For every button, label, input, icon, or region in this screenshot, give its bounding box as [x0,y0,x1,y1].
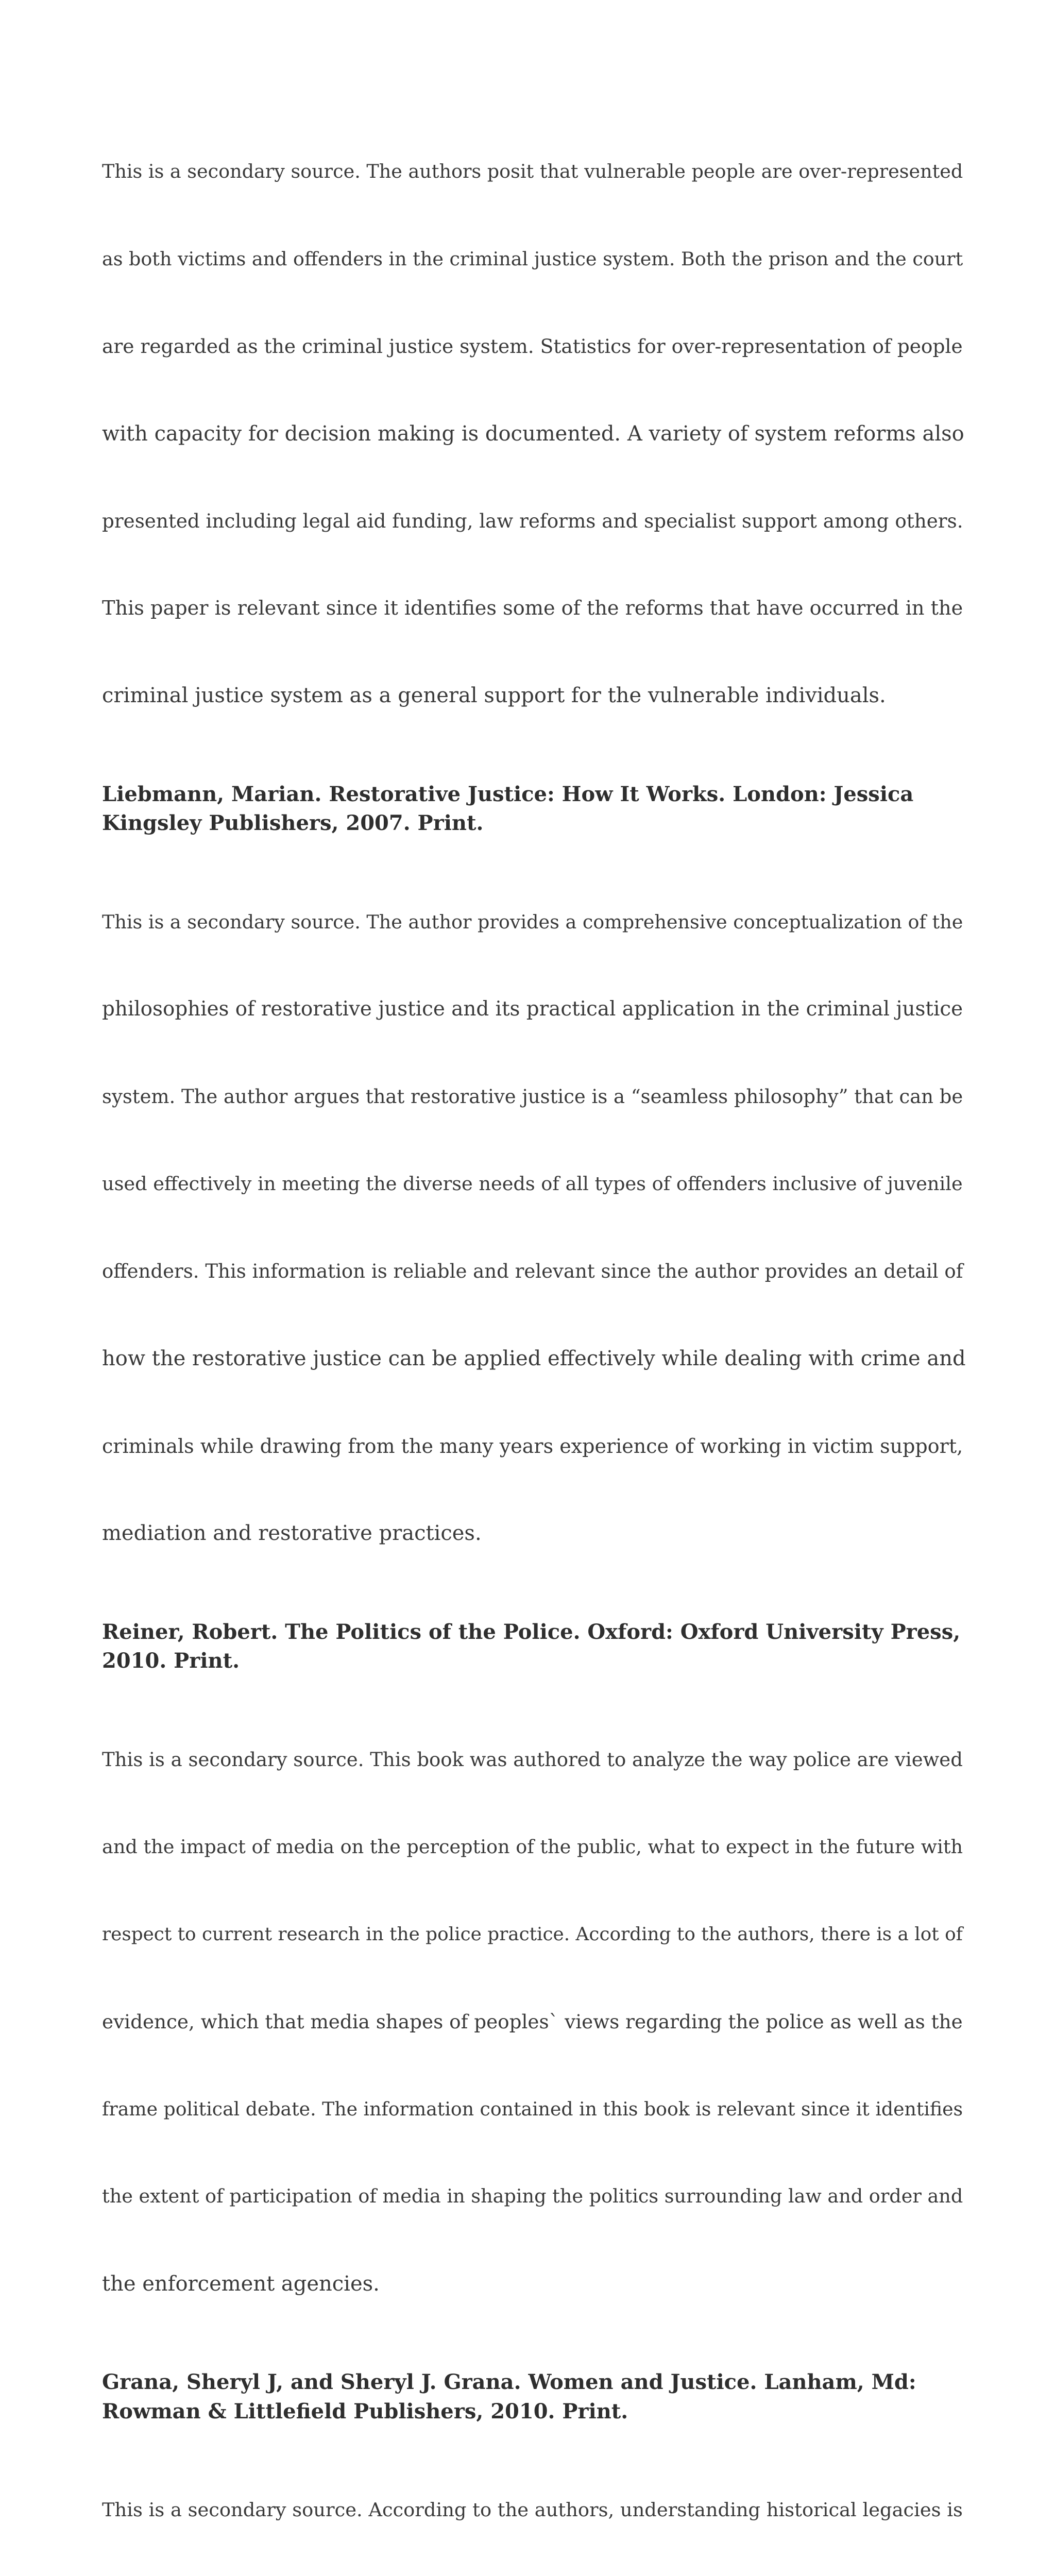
text-line: presented including legal aid funding, law reforms and specialist support among others. [102,510,963,532]
text-line: system. The author argues that restorative justice is a “seamless philosophy” that can be [102,1085,963,1108]
text-line: This is a secondary source. According to the authors, understanding historical legacies is [102,2499,963,2521]
annotation-paragraph [102,2437,967,2576]
reference-line: Rowman & Littlefield Publishers, 2010. Print. [102,2399,628,2424]
reference-line: Liebmann, Marian. Restorative Justice: How It Works. London: Jessica [102,782,914,806]
text-line: This is a secondary source. This book was authored to analyze the way police are viewed [102,1748,963,1771]
text-line: philosophies of restorative justice and its practical application in the criminal justice [102,997,963,1021]
text-line: used effectively in meeting the diverse needs of all types of offenders inclusive of juvenile [102,1173,963,1195]
reference-entry [102,780,967,838]
text-line: offenders. This information is reliable and relevant since the author provides an detail of [102,1260,963,1282]
annotation-paragraph [102,99,967,769]
text-line: This is a secondary source. The author provides a comprehensive conceptualization of the [102,910,963,933]
reference-entry [102,1618,967,1676]
reference-line: Kingsley Publishers, 2007. Print. [102,811,484,835]
text-line: are regarded as the criminal justice system. Statistics for over-representation of people [102,335,963,358]
annotation-paragraph [102,1687,967,2357]
text-line: and the impact of media on the perception of the public, what to expect in the future with [102,1836,963,1858]
document-page [102,99,967,2576]
reference-line: 2010. Print. [102,1649,240,1673]
reference-line: Grana, Sheryl J, and Sheryl J. Grana. Women and Justice. Lanham, Md: [102,2370,916,2394]
annotation-paragraph [102,850,967,1606]
text-line: This is a secondary source. The authors posit that vulnerable people are over-represented [102,160,963,182]
text-line: criminal justice system as a general support for the vulnerable individuals. [102,684,886,707]
text-line: how the restorative justice can be applied effectively while dealing with crime and [102,1347,966,1370]
text-line: criminals while drawing from the many years experience of working in victim support, [102,1434,963,1458]
text-line: the extent of participation of media in shaping the politics surrounding law and order and [102,2185,963,2207]
reference-line: Reiner, Robert. The Politics of the Police. Oxford: Oxford University Press, [102,1619,961,1644]
text-line: evidence, which that media shapes of peoples` views regarding the police as well as the [102,2010,963,2033]
text-line: This paper is relevant since it identifies some of the reforms that have occurred in the [102,597,963,620]
text-line: respect to current research in the police practice. According to the authors, there is a lot of [102,1923,963,1945]
text-line: as both victims and offenders in the criminal justice system. Both the prison and the court [102,247,963,270]
text-line: the enforcement agencies. [102,2272,380,2296]
reference-entry [102,2368,967,2426]
text-line: with capacity for decision making is documented. A variety of system reforms also [102,421,964,446]
text-line: mediation and restorative practices. [102,1521,482,1545]
text-line: frame political debate. The information contained in this book is relevant since it identifies [102,2097,963,2120]
